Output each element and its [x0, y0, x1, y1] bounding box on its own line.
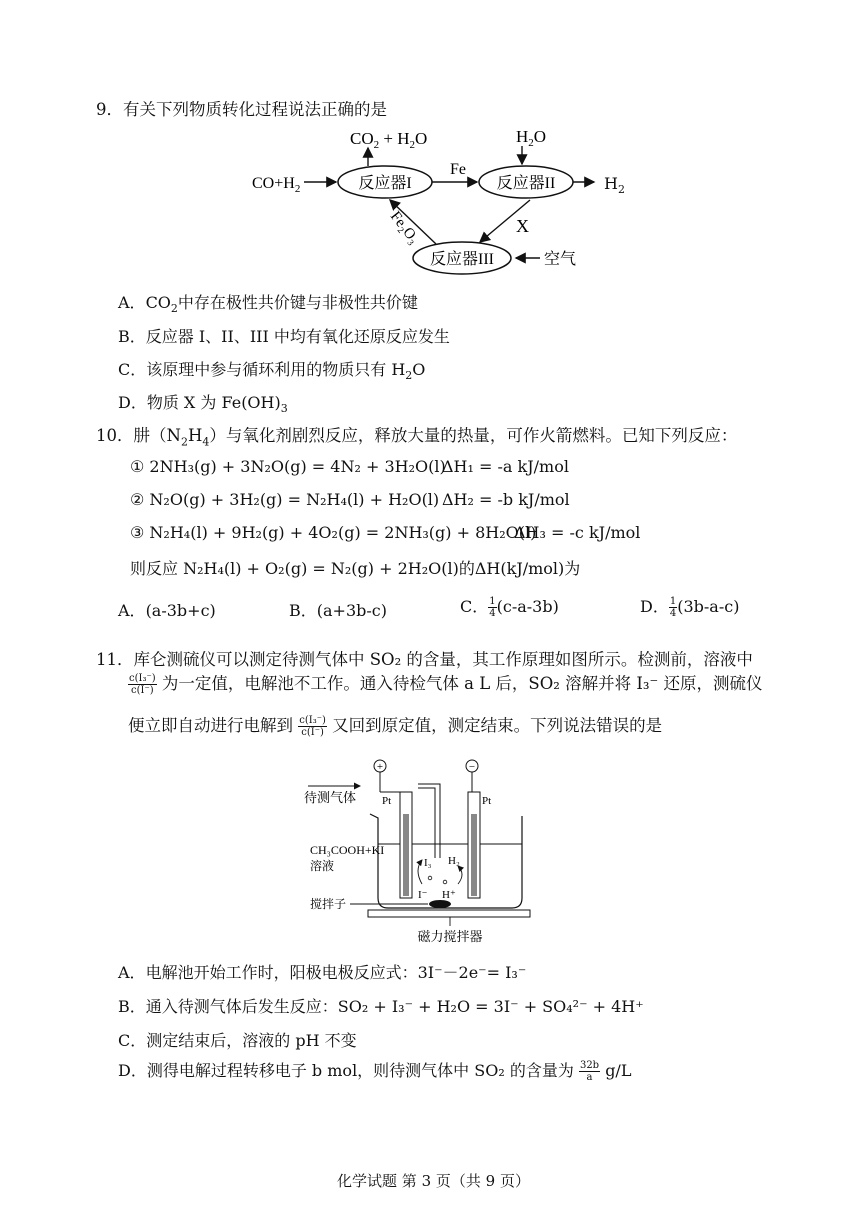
svg-text:−: − — [468, 761, 476, 773]
q11-gas-in-label: 待测气体 — [304, 790, 357, 805]
q9-reactor2-label: 反应器II — [496, 175, 556, 192]
q11-i-ion-label: I⁻ — [418, 889, 428, 901]
q9-h2-output: $H_2$ — [604, 174, 625, 197]
svg-text:+: + — [376, 761, 384, 773]
q11-option-d-fraction: $\frac{32b}{a}$ — [579, 1060, 600, 1083]
q10-option-c: C． $\frac{1}{4}$ (c-a-3b) — [460, 596, 559, 619]
q10-stem: 10．肼$(N_2H_4)$与氧化剂剧烈反应，释放大量的热量，可作火箭燃料。已知下列反应： — [96, 426, 738, 449]
q9-h2o-label: $H_2O$ — [516, 127, 547, 149]
q11-gas-tube — [418, 784, 440, 858]
q11-pt-right-label: Pt — [482, 795, 492, 807]
q10-reaction-1: ① 2NH₃(g) + 3N₂O(g) = 4N₂ + 3H₂O(l) — [130, 457, 446, 476]
q11-h-ion-label: H⁺ — [442, 889, 456, 901]
q10-option-d: D． $\frac{1}{4}$ (3b-a-c) — [640, 596, 740, 619]
q9-option-a: A．$CO_2$中存在极性共价键与非极性共价键 — [118, 293, 418, 316]
q9-co2-h2o-label: $CO_2 + H_2O$ — [350, 129, 428, 151]
q11-h2-label: H₂ — [448, 855, 460, 867]
q11-stir-bar-label: 搅拌子 — [310, 897, 347, 911]
q9-stem — [96, 96, 387, 120]
q11-stem-line1: 11．库仑测硫仪可以测定待测气体中 SO₂ 的含量，其工作原理如图所示。检测前，溶液中 — [96, 650, 753, 669]
q11-stem-line2: $\frac{\text{c(I₃⁻)}}{c(I^-)}$ 为一定值，电解池不工作。通入待检气体 a L 后，SO₂ 溶解并将 I₃⁻ 还原，测硫仪 — [129, 673, 763, 696]
q9-reactor3-label: 反应器III — [430, 251, 494, 268]
q10-option-b: B．(a+3b-c) — [289, 601, 387, 620]
q9-diagram — [240, 120, 600, 280]
q10-ask: 则反应 N₂H₄(l) + O₂(g) = N₂(g) + 2H₂O(l)的ΔH(kJ/mol)为 — [130, 559, 581, 578]
q11-option-b: B．通入待测气体后发生反应：SO₂ + I₃⁻ + H₂O = 3I⁻ + SO₄²⁻ + 4H⁺ — [118, 997, 644, 1016]
q11-solution-label-2: 溶液 — [310, 859, 335, 873]
q9-stem-text: 有关下列物质转化过程说法正确的是 — [123, 100, 387, 119]
q11-pt-left-label: Pt — [382, 795, 392, 807]
q9-x-label: X — [516, 216, 529, 236]
q10-reaction-3-dh: ΔH₃ = -c kJ/mol — [514, 523, 641, 542]
q11-option-c: C．测定结束后，溶液的 pH 不变 — [118, 1031, 357, 1050]
q10-reaction-2-dh: ΔH₂ = -b kJ/mol — [442, 490, 570, 509]
q11-stem-line3: 便立即自动进行电解到 $\frac{\text{c(I₃⁻)}}{c(I^-)}$ 又回到原定值，测定结束。下列说法错误的是 — [128, 715, 663, 738]
q11-ratio-fraction-2: $\frac{\text{c(I₃⁻)}}{c(I^-)}$ — [299, 715, 326, 738]
q11-diagram — [300, 758, 550, 950]
q9-reactor1-label: 反应器I — [358, 175, 412, 192]
q11-option-d: D．测得电解过程转移电子 b mol，则待测气体中 SO₂ 的含量为 $\frac{32b}{a}$ g/L — [118, 1060, 632, 1083]
q11-i3-label: I₃ — [424, 857, 432, 869]
q9-air-label: 空气 — [544, 251, 577, 268]
q9-option-d: D．物质 X 为 $Fe(OH)_3$ — [118, 393, 288, 416]
q11-stirrer-label: 磁力搅拌器 — [417, 929, 483, 944]
q11-ratio-fraction: $\frac{\text{c(I₃⁻)}}{c(I^-)}$ — [129, 673, 156, 696]
q11-stir-bar — [429, 900, 451, 908]
q9-coh2-label: $CO+H_2$ — [252, 175, 301, 195]
q11-solution-label-1: CH₃COOH+KI — [310, 843, 385, 857]
q10-reaction-2: ② N₂O(g) + 3H₂(g) = N₂H₄(l) + H₂O(l) — [130, 490, 440, 509]
page-footer: 化学试题 第 3 页（共 9 页） — [337, 1172, 530, 1190]
q11-stirrer-base — [368, 910, 530, 917]
q10-option-a: A．(a-3b+c) — [118, 601, 216, 620]
q9-option-b: B．反应器 I、II、III 中均有氧化还原反应发生 — [118, 327, 450, 346]
q10-reaction-3: ③ N₂H₄(l) + 9H₂(g) + 4O₂(g) = 2NH₃(g) + 8H₂O(l) — [130, 523, 537, 542]
q9-fe2o3-label: Fe₂O₃ — [386, 208, 422, 248]
q10-reaction-1-dh: ΔH₁ = -a kJ/mol — [442, 457, 569, 476]
q9-option-c: C．该原理中参与循环利用的物质只有 $H_2O$ — [118, 360, 426, 383]
q9-number: 9． — [96, 100, 123, 119]
q11-option-a: A．电解池开始工作时，阳极电极反应式：3I⁻－2e⁻= I₃⁻ — [118, 963, 527, 982]
q9-fe-label: Fe — [450, 161, 466, 178]
